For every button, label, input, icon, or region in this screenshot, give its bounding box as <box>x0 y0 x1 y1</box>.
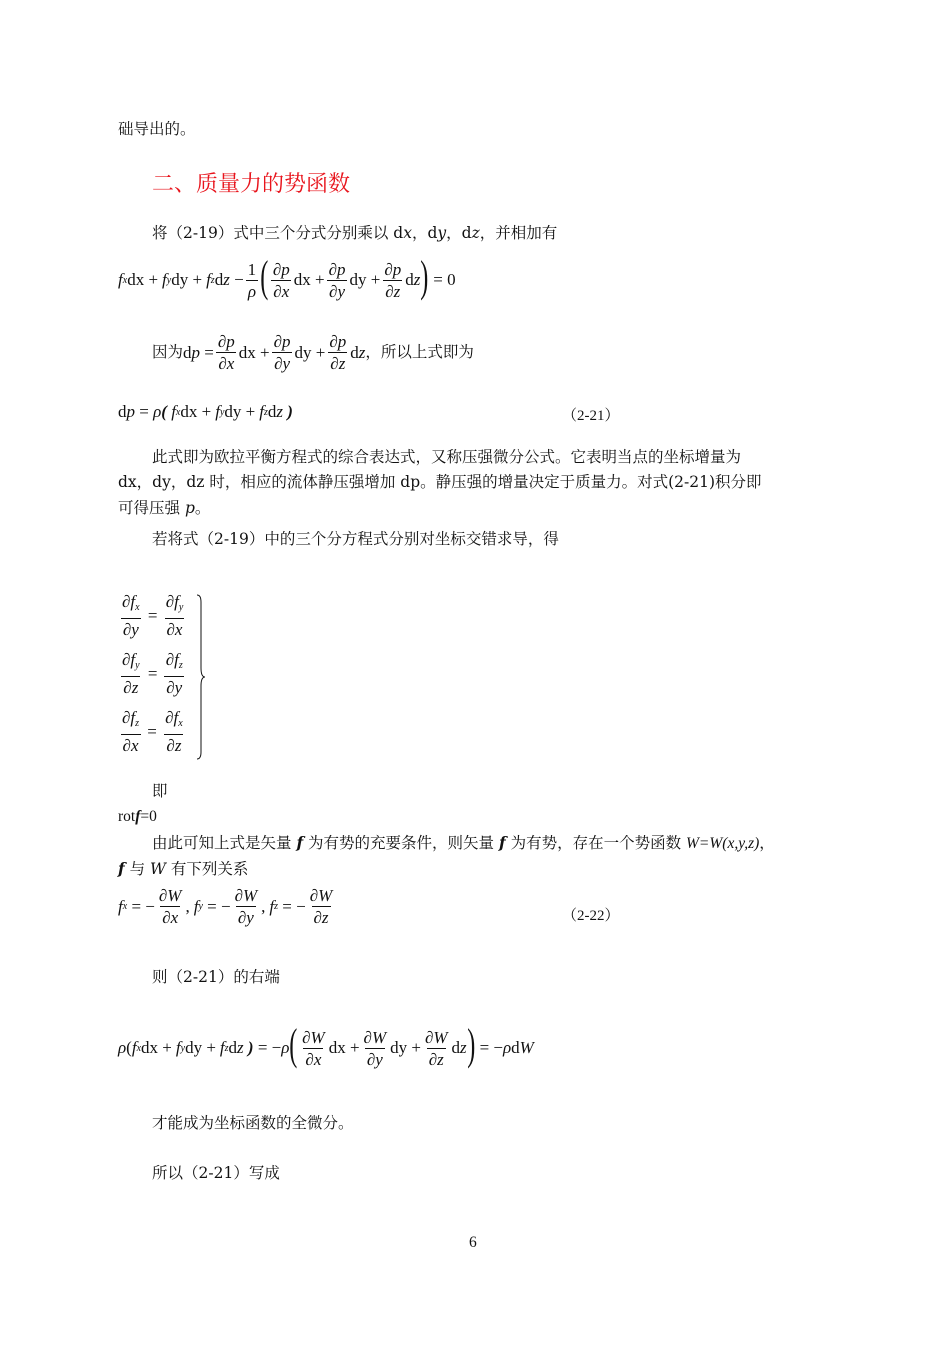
paragraph-potential-line2: f 与 W 有下列关系 <box>118 859 249 878</box>
equation-sum-zero: f x dx + f y dy + f z d z − $\frac{1}{\rho}$ ( $\frac{\partial p}{\partial x}$ dx + $\frac{\partial p}{\partial y}$ dy + $\frac{\partial p}{\partial z}$ d z ) = 0 <box>118 252 456 301</box>
paragraph-cross-derivative: 若将式（2-19）中的三个分方程式分别对坐标交错求导，得 <box>152 530 559 548</box>
right-brace-icon <box>196 594 206 760</box>
text-line-multiply: 将（2-19）式中三个分式分别乘以 dx，dy，dz，并相加有 <box>152 224 558 242</box>
equation-2-22: f x = − $\frac{\partial W}{\partial x}$ , f y = − $\frac{\partial W}{\partial y}$ , f z = − $\frac{\partial W}{\partial z}$ <box>118 886 333 927</box>
equation-number-2-21: （2-21） <box>562 408 620 424</box>
paragraph-right-side: 则（2-21）的右端 <box>152 968 280 986</box>
equation-system: $\frac{\partial f_x}{\partial y}$ = $\frac{\partial f_y}{\partial x}$ $\frac{\partial f_y}{\partial z}$ = $\frac{\partial f_z}{\partial y}$ $\frac{\partial f_z}{\partial x}$ = $\frac{\partial f_x}{\partial z}$ <box>122 592 184 755</box>
page-number: 6 <box>469 1234 477 1251</box>
paragraph-potential-line1: 由此可知上式是矢量 f 为有势的充要条件，则矢量 f 为有势，存在一个势函数 W=W(x,y,z)， <box>152 833 775 852</box>
equation-right-side: ρ ( f x dx + f y dy + f z d z ) = − ρ ( $\frac{\partial W}{\partial x}$ dx + $\frac{\partial W}{\partial y}$ dy + $\frac{\partial W}{\partial z}$ d z ) = − ρ d W <box>118 1020 534 1069</box>
text-line-continuation: 础导出的。 <box>118 120 196 138</box>
section-heading: 二、质量力的势函数 <box>152 172 351 197</box>
paragraph-written-as: 所以（2-21）写成 <box>152 1164 280 1182</box>
equation-2-21: d p = ρ ( f x dx + f y dy + f z d z ) <box>118 402 293 421</box>
paragraph-euler-line2: dx，dy，dz 时，相应的流体静压强增加 dp。静压强的增量决定于质量力。对式(2-21)积分即 <box>118 473 762 491</box>
text-line-because: 因为 d p = $\frac{\partial p}{\partial x}$ dx + $\frac{\partial p}{\partial y}$ dy + $\frac{\partial p}{\partial z}$ d z ，所以上式即为 <box>152 332 474 373</box>
paragraph-total-differential: 才能成为坐标函数的全微分。 <box>152 1114 354 1132</box>
equation-rot-f: rotf=0 <box>118 808 157 825</box>
paragraph-euler-line1: 此式即为欧拉平衡方程式的综合表达式，又称压强微分公式。它表明当点的坐标增量为 <box>152 448 742 466</box>
paragraph-euler-line3: 可得压强 p。 <box>118 499 211 517</box>
text-ji: 即 <box>152 782 168 800</box>
equation-number-2-22: （2-22） <box>562 908 620 924</box>
